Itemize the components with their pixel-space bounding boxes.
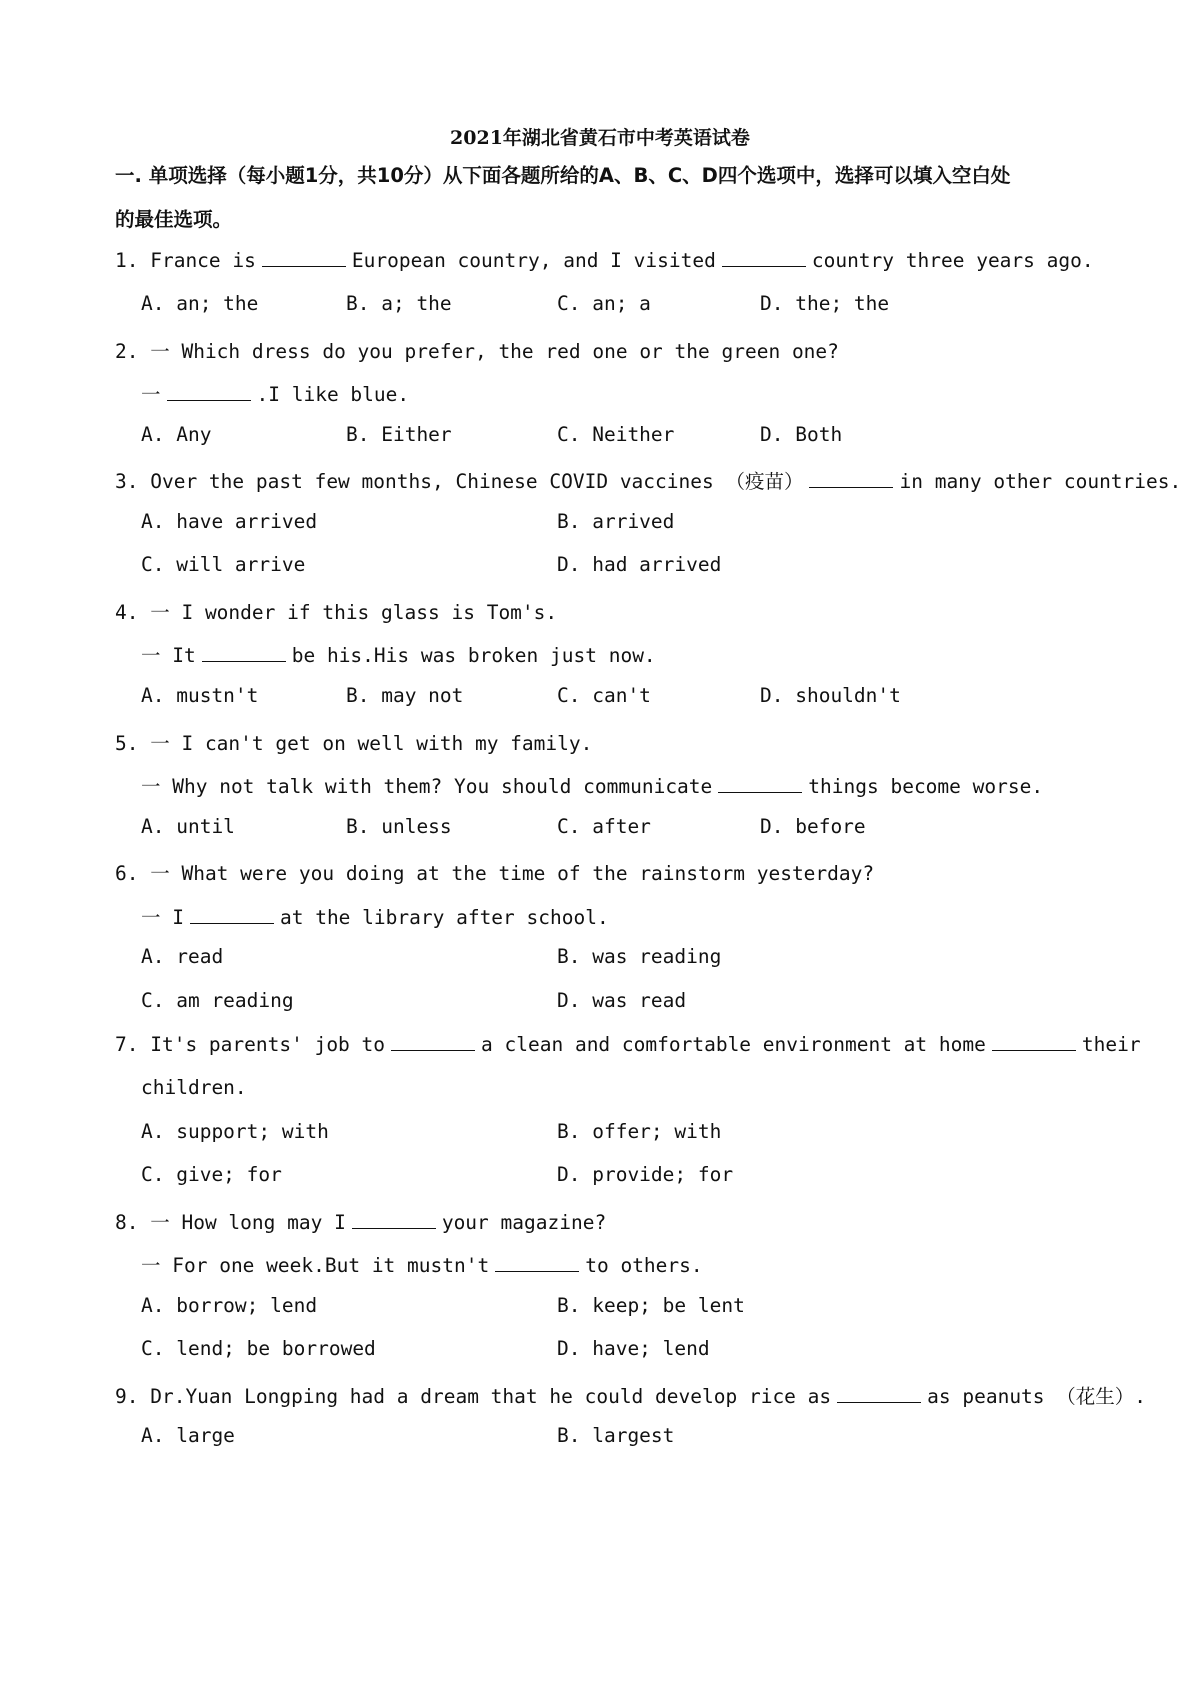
q6-text-post: at the library after school. xyxy=(279,906,609,929)
q4-text-post: be his.His was broken just now. xyxy=(291,644,656,667)
answer-blank xyxy=(262,252,346,267)
question-1 xyxy=(115,249,1094,272)
q7-text-post: their xyxy=(1081,1033,1141,1056)
q5-dialogue-reply xyxy=(141,771,1043,799)
q1-text-mid: European country, and I visited xyxy=(351,249,716,272)
q8-option-c: C. lend; be borrowed xyxy=(141,1337,376,1360)
q4-option-c: C. can't xyxy=(557,684,651,707)
answer-blank xyxy=(167,386,251,401)
q4-text-pre: 一 It xyxy=(141,644,196,667)
q8-text-post: your magazine? xyxy=(441,1211,607,1234)
q8-reply-post: to others. xyxy=(585,1254,703,1277)
q5-option-d: D. before xyxy=(760,815,866,838)
q2-option-a: A. Any xyxy=(141,423,212,446)
q8-dialogue-reply xyxy=(141,1250,703,1278)
answer-blank xyxy=(809,473,893,488)
answer-blank xyxy=(202,647,286,662)
answer-blank xyxy=(722,252,806,267)
answer-blank xyxy=(718,778,802,793)
q8-text-pre: 8. 一 How long may I xyxy=(115,1211,346,1234)
q4-option-b: B. may not xyxy=(346,684,464,707)
q3-text-pre: 3. Over the past few months, Chinese COVID vaccines （疫苗） xyxy=(115,470,804,493)
q6-option-c: C. am reading xyxy=(141,989,294,1012)
section-heading-line2: 的最佳选项。 xyxy=(115,208,233,231)
q9-option-a: A. large xyxy=(141,1424,235,1447)
q4-dialogue-reply xyxy=(141,640,656,668)
q8-reply-pre: 一 For one week.But it mustn't xyxy=(141,1254,490,1277)
answer-blank xyxy=(391,1036,475,1051)
question-4: 4. 一 I wonder if this glass is Tom's. xyxy=(115,601,558,624)
q4-option-d: D. shouldn't xyxy=(760,684,901,707)
q6-option-a: A. read xyxy=(141,945,224,968)
q3-option-b: B. arrived xyxy=(557,510,675,533)
q3-option-c: C. will arrive xyxy=(141,553,306,576)
answer-blank xyxy=(352,1214,436,1229)
q1-text-post: country three years ago. xyxy=(811,249,1094,272)
q2-option-b: B. Either xyxy=(346,423,452,446)
answer-blank xyxy=(190,909,274,924)
q1-option-b: B. a; the xyxy=(346,292,452,315)
q7-option-d: D. provide; for xyxy=(557,1163,734,1186)
q1-option-a: A. an; the xyxy=(141,292,259,315)
question-3 xyxy=(115,466,1181,494)
question-2: 2. 一 Which dress do you prefer, the red one or the green one? xyxy=(115,340,839,363)
q6-text-pre: 一 I xyxy=(141,906,184,929)
exam-title: 2021年湖北省黄石市中考英语试卷 xyxy=(450,127,750,149)
q7-text-pre: 7. It's parents' job to xyxy=(115,1033,386,1056)
q9-text-post: as peanuts （花生）. xyxy=(927,1385,1147,1408)
q5-option-a: A. until xyxy=(141,815,235,838)
q7-text-continued: children. xyxy=(141,1076,247,1099)
q1-option-d: D. the; the xyxy=(760,292,890,315)
q7-option-b: B. offer; with xyxy=(557,1120,722,1143)
q9-option-b: B. largest xyxy=(557,1424,675,1447)
q2-dash: 一 xyxy=(141,383,161,406)
q8-option-b: B. keep; be lent xyxy=(557,1294,745,1317)
q5-text-post: things become worse. xyxy=(808,775,1044,798)
q6-option-d: D. was read xyxy=(557,989,687,1012)
q9-text-pre: 9. Dr.Yuan Longping had a dream that he could develop rice as xyxy=(115,1385,832,1408)
q8-option-d: D. have; lend xyxy=(557,1337,710,1360)
q2-text-post: .I like blue. xyxy=(256,383,410,406)
q5-option-b: B. unless xyxy=(346,815,452,838)
q7-option-a: A. support; with xyxy=(141,1120,329,1143)
q7-option-c: C. give; for xyxy=(141,1163,282,1186)
question-7 xyxy=(115,1033,1141,1056)
q6-dialogue-reply xyxy=(141,902,609,930)
q3-option-d: D. had arrived xyxy=(557,553,722,576)
q5-text-pre: 一 Why not talk with them? You should communicate xyxy=(141,775,713,798)
question-5: 5. 一 I can't get on well with my family. xyxy=(115,732,593,755)
q6-option-b: B. was reading xyxy=(557,945,722,968)
q4-option-a: A. mustn't xyxy=(141,684,259,707)
answer-blank xyxy=(837,1388,921,1403)
q5-option-c: C. after xyxy=(557,815,651,838)
q8-option-a: A. borrow; lend xyxy=(141,1294,318,1317)
q7-text-mid: a clean and comfortable environment at home xyxy=(481,1033,986,1056)
answer-blank xyxy=(992,1036,1076,1051)
q3-text-post: in many other countries. xyxy=(899,470,1182,493)
q2-option-c: C. Neither xyxy=(557,423,675,446)
question-9 xyxy=(115,1381,1146,1409)
q2-dialogue-reply xyxy=(141,379,409,407)
q3-option-a: A. have arrived xyxy=(141,510,318,533)
q1-option-c: C. an; a xyxy=(557,292,651,315)
question-8 xyxy=(115,1207,606,1235)
q1-text-pre: 1. France is xyxy=(115,249,256,272)
section-heading-line1: 一. 单项选择（每小题1分，共10分）从下面各题所给的A、B、C、D四个选项中，选择可以填入空白处 xyxy=(115,164,1011,187)
q2-option-d: D. Both xyxy=(760,423,843,446)
question-6: 6. 一 What were you doing at the time of the rainstorm yesterday? xyxy=(115,862,875,885)
answer-blank xyxy=(495,1257,579,1272)
